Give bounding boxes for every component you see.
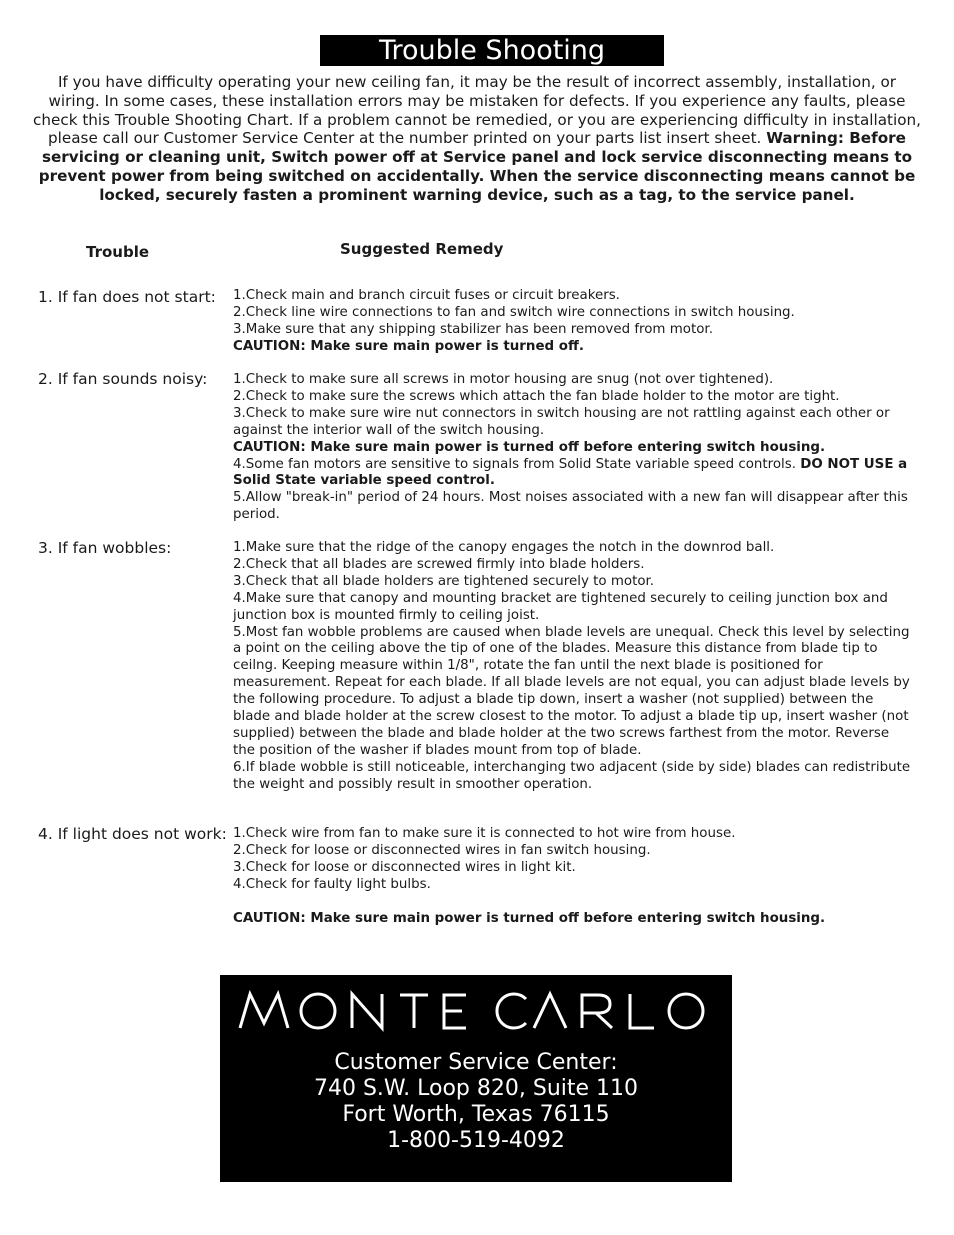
remedy-text: 1.Make sure that the ridge of the canopy engages the notch in the downrod ball. xyxy=(233,540,775,555)
remedy-item xyxy=(233,557,913,574)
intro-paragraph xyxy=(30,73,924,205)
remedy-item xyxy=(233,760,913,794)
remedy-text: 3.Make sure that any shipping stabilizer has been removed from motor. xyxy=(233,321,713,337)
remedy-text: CAUTION: Make sure main power is turned off. xyxy=(233,338,584,354)
remedy-text: 4.Some fan motors are sensitive to signals from Solid State variable speed controls. xyxy=(233,456,796,472)
trouble-label: 1. If fan does not start: xyxy=(38,288,216,306)
brand-box xyxy=(220,975,732,1182)
intro-text: If you have difficulty operating your new ceiling fan, it may be the result of incorrect assembly, installation, or wiring. In some cases, these installation errors may be mistaken for defects. If you experience any faults, please check this Trouble Shooting Chart. If a problem cannot be remedied, or you are experiencing difficulty in installation, please call our Customer Service Center at the number printed on your parts list insert sheet. xyxy=(33,73,921,148)
remedy-item xyxy=(233,843,913,860)
remedy-text: 2.Check that all blades are screwed firmly into blade holders. xyxy=(233,556,645,572)
remedy-item xyxy=(233,322,913,339)
page-title: Trouble Shooting xyxy=(320,35,664,66)
remedy-item xyxy=(233,894,913,911)
remedy-item xyxy=(233,440,913,457)
remedy-text: 1.Check wire from fan to make sure it is connected to hot wire from house. xyxy=(233,826,736,841)
remedy-item xyxy=(233,288,913,305)
remedy-text: 1.Check to make sure all screws in motor housing are snug (not over tightened). xyxy=(233,372,774,387)
remedy-text: 5.Most fan wobble problems are caused when blade levels are unequal. Check this level by selecting a point on the ceiling above the tip of one of the blades. Measure this distance from blade tip to ceilng. Keeping measure within 1/8", rotate the fan until the next blade is positioned for measurement. Repeat for each blade. If all blade levels are not equal, you can adjust blade levels by the following procedure. To adjust a blade tip down, insert a washer (not supplied) between the blade and blade holder at the screw closest to the motor. To adjust a blade tip up, insert washer (not supplied) between the blade and blade holder at the two screws farthest from the motor. Reverse the position of the washer if blades mount from top of blade. xyxy=(233,624,910,758)
remedy-item xyxy=(233,406,913,440)
remedy-item xyxy=(233,860,913,877)
remedy-list xyxy=(233,288,913,356)
warning-text: Warning: Before servicing or cleaning unit, Switch power off at Service panel and lock service disconnecting means to prevent power from being switched on accidentally. When the service disconnecting means cannot be locked, securely fasten a prominent warning device, such as a tag, to the service panel. xyxy=(38,129,916,204)
remedy-item xyxy=(233,625,913,760)
remedy-text: 6.If blade wobble is still noticeable, interchanging two adjacent (side by side) blades can redistribute the weight and possibly result in smoother operation. xyxy=(233,759,911,792)
remedy-bold-note: DO NOT USE a Solid State variable speed control. xyxy=(233,456,908,489)
monte-carlo-logo xyxy=(220,983,732,1039)
remedy-text: 3.Check that all blade holders are tightened securely to motor. xyxy=(233,573,655,589)
remedy-text: 1.Check main and branch circuit fuses or circuit breakers. xyxy=(233,288,620,303)
remedy-item xyxy=(233,490,913,524)
address-line-2: Fort Worth, Texas 76115 xyxy=(342,1102,610,1127)
remedy-item xyxy=(233,826,913,843)
service-title: Customer Service Center: xyxy=(334,1050,618,1075)
remedy-text: 3.Check for loose or disconnected wires in light kit. xyxy=(233,859,576,875)
remedy-text: CAUTION: Make sure main power is turned off before entering switch housing. xyxy=(233,439,826,455)
remedy-list xyxy=(233,372,913,524)
remedy-item xyxy=(233,911,913,928)
address-line-1: 740 S.W. Loop 820, Suite 110 xyxy=(313,1076,639,1101)
remedy-column-header: Suggested Remedy xyxy=(340,240,504,258)
trouble-label: 2. If fan sounds noisy: xyxy=(38,370,208,388)
trouble-label: 4. If light does not work: xyxy=(38,825,227,843)
phone-number: 1-800-519-4092 xyxy=(387,1128,565,1153)
customer-service-info xyxy=(220,1050,732,1154)
remedy-item xyxy=(233,339,913,356)
remedy-text: 3.Check to make sure wire nut connectors in switch housing are not rattling against each other or against the interior wall of the switch housing. xyxy=(233,405,890,438)
remedy-text: 2.Check to make sure the screws which attach the fan blade holder to the motor are tight. xyxy=(233,388,840,404)
remedy-list xyxy=(233,540,913,794)
trouble-column-header: Trouble xyxy=(86,243,150,261)
remedy-item xyxy=(233,457,913,491)
remedy-list xyxy=(233,826,913,927)
remedy-text: 5.Allow "break-in" period of 24 hours. Most noises associated with a new fan will disappear after this period. xyxy=(233,490,908,523)
remedy-item xyxy=(233,389,913,406)
remedy-text: CAUTION: Make sure main power is turned off before entering switch housing. xyxy=(233,910,826,926)
remedy-item xyxy=(233,591,913,625)
remedy-text: 4.Make sure that canopy and mounting bracket are tightened securely to ceiling junction box and junction box is mounted firmly to ceiling joist. xyxy=(233,590,888,623)
remedy-item xyxy=(233,372,913,389)
remedy-item xyxy=(233,305,913,322)
trouble-label: 3. If fan wobbles: xyxy=(38,539,172,557)
remedy-item xyxy=(233,877,913,894)
remedy-text: 4.Check for faulty light bulbs. xyxy=(233,876,431,892)
remedy-item xyxy=(233,540,913,557)
remedy-text: 2.Check for loose or disconnected wires in fan switch housing. xyxy=(233,842,651,858)
remedy-text: 2.Check line wire connections to fan and switch wire connections in switch housing. xyxy=(233,304,795,320)
remedy-item xyxy=(233,574,913,591)
